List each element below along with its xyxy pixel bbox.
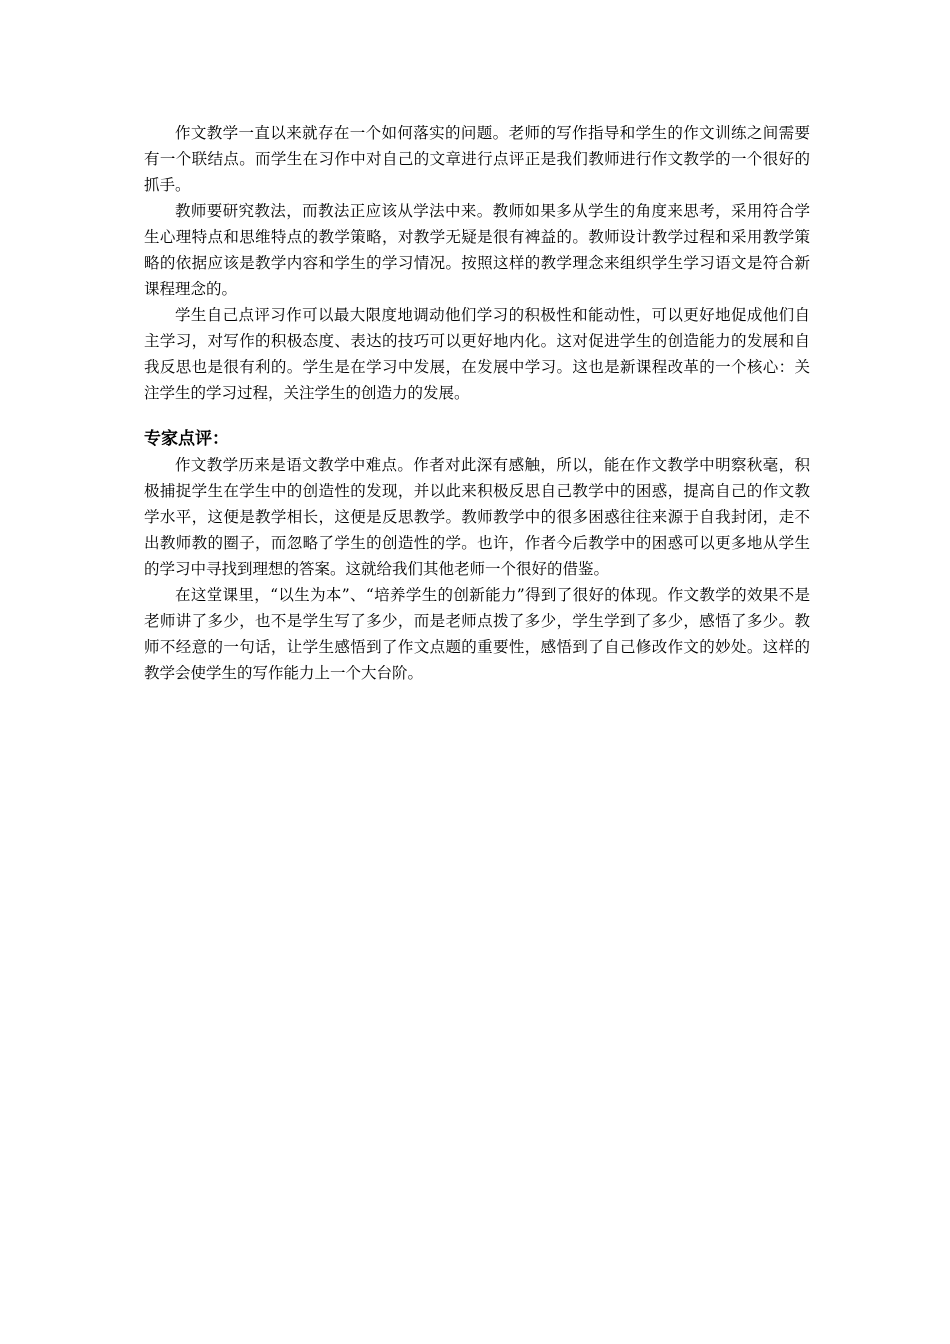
review-paragraph-1: 作文教学历来是语文教学中难点。作者对此深有感触，所以，能在作文教学中明察秋毫，积极捕捉学生在学生中的创造性的发现，并以此来积极反思自己教学中的困惑，提高自己的作文教学水平，这便是教学相长，这便是反思教学。教师教学中的很多困惑往往来源于自我封闭，走不出教师教的圈子，而忽略了学生的创造性的学。也许，作者今后教学中的困惑可以更多地从学生的学习中寻找到理想的答案。这就给我们其他老师一个很好的借鉴。 (144, 456, 810, 578)
body-paragraph-1: 作文教学一直以来就存在一个如何落实的问题。老师的写作指导和学生的作文训练之间需要有一个联结点。而学生在习作中对自己的文章进行点评正是我们教师进行作文教学的一个很好的抓手。 (144, 124, 810, 194)
document-page (144, 120, 810, 686)
body-paragraph-2: 教师要研究教法，而教法正应该从学法中来。教师如果多从学生的角度来思考，采用符合学生心理特点和思维特点的教学策略，对教学无疑是很有裨益的。教师设计教学过程和采用教学策略的依据应该是教学内容和学生的学习情况。按照这样的教学理念来组织学生学习语文是符合新课程理念的。 (144, 202, 810, 298)
expert-review-heading: 专家点评： (144, 429, 229, 449)
body-paragraph-3: 学生自己点评习作可以最大限度地调动他们学习的积极性和能动性，可以更好地促成他们自主学习，对写作的积极态度、表达的技巧可以更好地内化。这对促进学生的创造能力的发展和自我反思也是很有利的。学生是在学习中发展，在发展中学习。这也是新课程改革的一个核心：关注学生的学习过程，关注学生的创造力的发展。 (144, 306, 810, 402)
review-paragraph-2: 在这堂课里，“以生为本”、“培养学生的创新能力”得到了很好的体现。作文教学的效果不是老师讲了多少，也不是学生写了多少，而是老师点拨了多少，学生学到了多少，感悟了多少。教师不经意的一句话，让学生感悟到了作文点题的重要性，感悟到了自己修改作文的妙处。这样的教学会使学生的写作能力上一个大台阶。 (144, 586, 810, 682)
